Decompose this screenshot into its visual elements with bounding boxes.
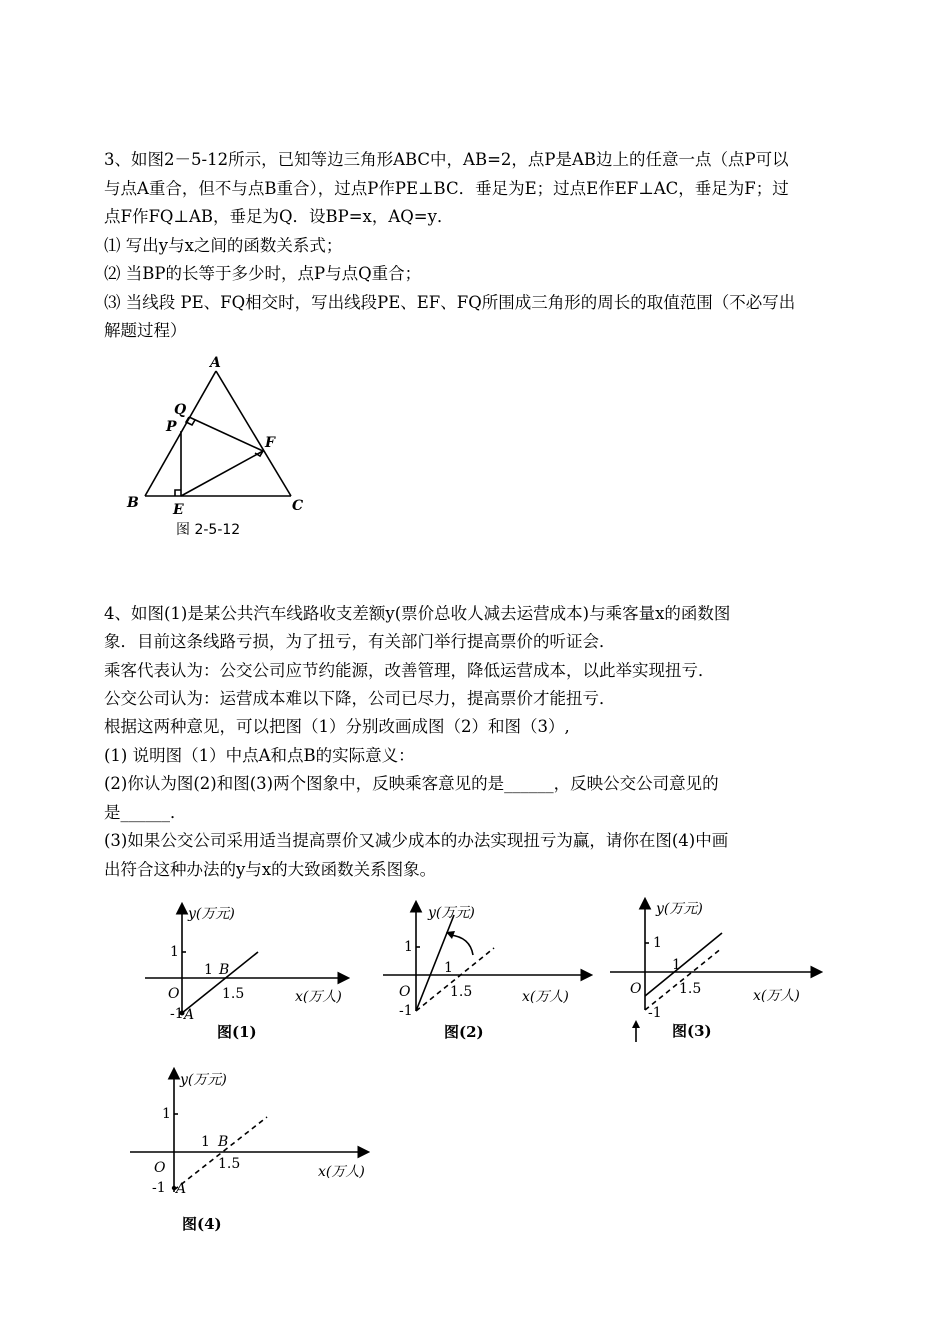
graph-caption: 图(3) — [672, 1022, 712, 1040]
p4-line-2: 象．目前这条线路亏损，为了扭亏，有关部门举行提高票价的听证会． — [104, 632, 616, 651]
graph-3 — [598, 892, 838, 1052]
graph-caption: 图(2) — [444, 1023, 484, 1041]
p3-line-6: ⑶ 当线段 PE、FQ相交时，写出线段PE、EF、FQ所围成三角形的周长的取值范围（不必写出 — [104, 293, 796, 312]
p4-line-1: 4、如图(1)是某公共汽车线路收支差额y(票价总收人减去运营成本)与乘客量x的函数图 — [104, 604, 731, 623]
tick-y-label: 1 — [404, 939, 413, 955]
tick-x2-label: 1.5 — [450, 984, 473, 1000]
tick-neg-label: -1 — [648, 1005, 662, 1021]
rotation-arc — [450, 935, 473, 955]
label-c: C — [292, 498, 304, 514]
p4-line-3: 乘客代表认为：公交公司应节约能源，改善管理，降低运营成本，以此举实现扭亏． — [104, 661, 715, 680]
y-label: y(万元) — [656, 901, 703, 917]
tick-neg-label: -1 — [399, 1003, 413, 1019]
point-b-label: B — [218, 1134, 229, 1150]
graph-caption: 图(1) — [217, 1023, 257, 1041]
graph-1 — [125, 895, 365, 1055]
label-p: P — [166, 419, 177, 435]
p3-line-3: 点F作FQ⊥AB，垂足为Q．设BP=x，AQ=y． — [104, 207, 454, 226]
tick-x2-label: 1.5 — [218, 1156, 241, 1172]
dashed-line — [174, 1117, 267, 1190]
origin-label: O — [630, 981, 642, 997]
p4-line-10: 出符合这种办法的y与x的大致函数关系图象。 — [104, 860, 437, 879]
tick-x-label: 1 — [201, 1134, 210, 1150]
right-angle-e — [175, 490, 181, 496]
p3-line-1: 3、如图2－5-12所示，已知等边三角形ABC中，AB=2，点P是AB边上的任意一点（点P可以 — [104, 150, 789, 169]
origin-label: O — [399, 984, 411, 1000]
tick-x2-label: 1.5 — [222, 986, 245, 1002]
x-label: x(万人) — [318, 1164, 365, 1180]
dashed-line — [645, 948, 722, 1010]
segment-ef — [181, 451, 263, 496]
label-e: E — [173, 502, 184, 518]
tick-x-label: 1 — [444, 960, 453, 976]
p3-line-4: ⑴ 写出y与x之间的函数关系式； — [104, 236, 343, 255]
x-label: x(万人) — [295, 989, 342, 1005]
triangle-figure — [120, 352, 320, 542]
graph-2 — [370, 895, 605, 1055]
tick-neg-label: -1 — [152, 1180, 166, 1196]
y-label: y(万元) — [428, 905, 475, 921]
point-a-label: A — [176, 1181, 187, 1197]
origin-label: O — [154, 1160, 166, 1176]
tick-x-label: 1 — [672, 957, 681, 973]
point-a-label: A — [184, 1007, 195, 1023]
p4-line-4: 公交公司认为：运营成本难以下降，公司已尽力，提高票价才能扭亏． — [104, 689, 616, 708]
side-ac — [216, 371, 291, 496]
shift-arrowhead — [632, 1020, 640, 1028]
tick-y-label: 1 — [653, 935, 662, 951]
p4-line-7: (2)你认为图(2)和图(3)两个图象中，反映乘客意见的是______，反映公交公司意见的 — [104, 774, 719, 793]
label-a: A — [210, 355, 221, 371]
p3-line-7: 解题过程） — [104, 321, 187, 340]
label-b: B — [127, 495, 139, 511]
point-b-label: B — [219, 962, 230, 978]
p3-line-5: ⑵ 当BP的长等于多少时，点P与点Q重合； — [104, 264, 422, 283]
x-label: x(万人) — [753, 988, 800, 1004]
y-label: y(万元) — [180, 1072, 227, 1088]
label-f: F — [265, 435, 275, 451]
origin-label: O — [168, 986, 180, 1002]
p4-line-5: 根据这两种意见，可以把图（1）分别改画成图（2）和图（3）, — [104, 717, 570, 736]
x-label: x(万人) — [522, 989, 569, 1005]
graph-caption: 图(4) — [182, 1215, 222, 1233]
graph-4 — [122, 1062, 382, 1242]
p3-line-2: 与点A重合，但不与点B重合），过点P作PE⊥BC．垂足为E；过点E作EF⊥AC，垂足为F；过 — [104, 179, 789, 198]
p4-line-6: (1) 说明图（1）中点A和点B的实际意义： — [104, 746, 415, 765]
p4-line-8: 是______． — [104, 803, 187, 822]
tick-x2-label: 1.5 — [679, 981, 702, 997]
p4-line-9: (3)如果公交公司采用适当提高票价又减少成本的办法实现扭亏为赢，请你在图(4)中画 — [104, 831, 729, 850]
tick-neg-label: -1 — [170, 1006, 184, 1022]
tick-x-label: 1 — [204, 962, 213, 978]
tick-y-label: 1 — [170, 944, 179, 960]
label-q: Q — [174, 402, 187, 418]
y-label: y(万元) — [188, 906, 235, 922]
segment-fq — [189, 417, 263, 451]
tick-y-label: 1 — [162, 1106, 171, 1122]
triangle-caption: 图 2-5-12 — [176, 522, 241, 538]
